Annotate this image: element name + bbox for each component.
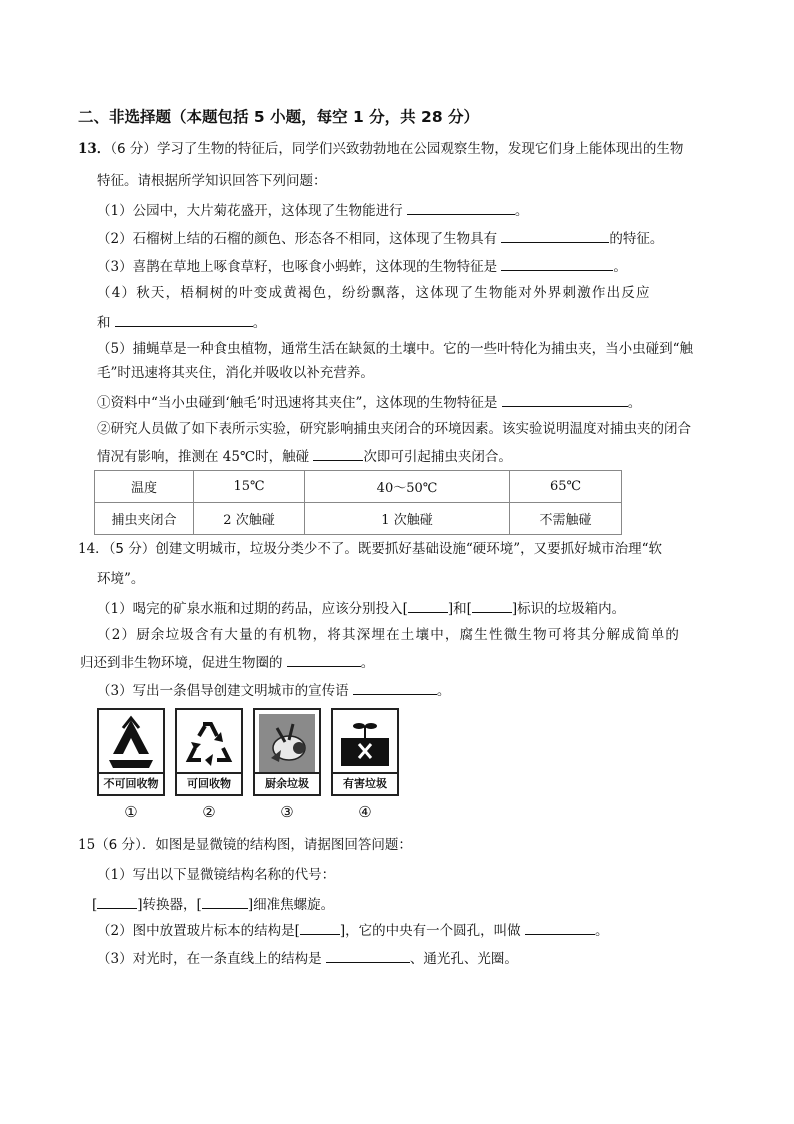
q14-part-2: （2）厨余垃圾含有大量的有机物，将其深埋在土壤中，腐生性微生物可将其分解成简单的	[97, 627, 681, 643]
sign-label: 有害垃圾	[333, 772, 397, 794]
q15-part-2	[97, 920, 608, 940]
q14-part-1	[97, 598, 625, 618]
q13-s2-blank[interactable]	[313, 446, 363, 461]
q14-p1-end: ]标识的垃圾箱内。	[511, 601, 626, 617]
q13-sub-2: ②研究人员做了如下表所示实验，研究影响捕虫夹闭合的环境因素。该实验说明温度对捕虫夹的闭合	[97, 421, 691, 437]
q15-p3-text: （3）对光时，在一条直线上的结构是	[97, 951, 322, 967]
q15-stem: ．如图是显微镜的结构图，请据图回答问题：	[141, 837, 412, 853]
sign-number: ④	[358, 803, 372, 821]
table-cell: 2 次触碰	[194, 503, 305, 535]
q13-p2-blank[interactable]	[501, 228, 609, 243]
sign-kitchen-waste	[253, 708, 321, 796]
q13-sub-2-cont	[97, 446, 512, 466]
q13-p2-end: 的特征。	[609, 231, 664, 247]
q14-p3-text: （3）写出一条倡导创建文明城市的宣传语	[97, 683, 349, 699]
q15-p2-mid: ]，它的中央有一个圆孔，叫做	[339, 923, 521, 939]
table-row	[95, 503, 622, 535]
q13-p4-end: 。	[252, 315, 267, 331]
sign-label: 可回收物	[177, 772, 241, 794]
q13-p4-blank[interactable]	[115, 312, 253, 327]
q15-p3-end: 、通光孔、光圈。	[409, 951, 518, 967]
section-title: 二、非选择题（本题包括 5 小题，每空 1 分，共 28 分）	[78, 108, 480, 126]
q13-p4-and: 和	[97, 315, 111, 331]
q15-part-3	[97, 948, 518, 968]
q15-number: 15	[78, 837, 96, 853]
q15-p2-text: （2）图中放置玻片标本的结构是[	[97, 923, 300, 939]
q13-s1-blank[interactable]	[502, 392, 628, 407]
kitchen-waste-icon	[259, 714, 315, 772]
q15-p1-open: [	[92, 897, 98, 913]
flytrap-experiment-table	[94, 470, 622, 535]
q13-part-4-cont	[97, 312, 266, 332]
q15-p2-blank-2[interactable]	[525, 920, 595, 935]
q13-s1-end: 。	[627, 395, 642, 411]
q15-p1-end: ]细准焦螺旋。	[247, 897, 335, 913]
q13-p2-text: （2）石榴树上结的石榴的颜色、形态各不相同，这体现了生物具有	[97, 231, 498, 247]
table-row	[95, 471, 622, 503]
recyclable-icon	[181, 714, 237, 772]
q14-part-3	[97, 680, 450, 700]
q13-p1-blank[interactable]	[407, 200, 515, 215]
q13-part-4: （4）秋天，梧桐树的叶变成黄褐色，纷纷飘落，这体现了生物能对外界刺激作出反应	[97, 285, 651, 301]
q15-score: （6 分）	[95, 837, 142, 853]
sign-label: 厨余垃圾	[255, 772, 319, 794]
table-cell: 捕虫夹闭合	[95, 503, 194, 535]
q13-p1-text: （1）公园中，大片菊花盛开，这体现了生物能进行	[97, 203, 403, 219]
table-cell: 65℃	[510, 471, 622, 503]
q15-p2-end: 。	[594, 923, 609, 939]
q14-p1-text: （1）喝完的矿泉水瓶和过期的药品，应该分别投入[	[97, 601, 408, 617]
q14-number: 14．	[78, 541, 109, 557]
q13-score: （6 分）	[110, 141, 157, 157]
q15-p1-blank-1[interactable]	[97, 894, 137, 909]
q13-number: 13．	[78, 141, 111, 157]
sign-number: ②	[202, 803, 216, 821]
q13-part-1	[97, 200, 528, 220]
q14-p3-end: 。	[436, 683, 451, 699]
q14-p1-blank-1[interactable]	[408, 598, 448, 613]
sign-number: ①	[124, 803, 138, 821]
q15-p1-mid: ]转换器，[	[137, 897, 202, 913]
q13-p3-blank[interactable]	[501, 256, 613, 271]
q13-s2-text: 情况有影响，推测在 45℃时，触碰	[97, 449, 310, 465]
table-cell: 不需触碰	[510, 503, 622, 535]
q14-stem-2: 环境”。	[97, 571, 145, 587]
question-14-stem	[78, 540, 662, 558]
sign-number: ③	[280, 803, 294, 821]
q14-p1-blank-2[interactable]	[472, 598, 512, 613]
q13-part-5: （5）捕蝇草是一种食虫植物，通常生活在缺氮的土壤中。它的一些叶特化为捕虫夹，当小虫碰到“触	[97, 341, 693, 357]
sign-label: 不可回收物	[99, 772, 163, 794]
q14-score: （5 分）	[108, 541, 156, 557]
q13-p3-text: （3）喜鹊在草地上啄食草籽，也啄食小蚂蚱，这体现的生物特征是	[97, 259, 498, 275]
q13-part-2	[97, 228, 663, 248]
q14-p2-text: 归还到非生物环境，促进生物圈的	[80, 655, 283, 671]
question-13-stem	[78, 140, 683, 158]
question-15-stem	[78, 836, 412, 854]
non-recyclable-icon	[103, 714, 159, 772]
sign-recyclable	[175, 708, 243, 796]
q15-part-1: （1）写出以下显微镜结构名称的代号：	[97, 867, 336, 883]
q14-p3-blank[interactable]	[353, 680, 437, 695]
q14-p2-end: 。	[360, 655, 375, 671]
q14-p2-blank[interactable]	[287, 652, 361, 667]
q13-p3-end: 。	[613, 259, 627, 275]
sign-hazardous-waste	[331, 708, 399, 796]
q13-stem-2: 特征。请根据所学知识回答下列问题：	[97, 173, 327, 189]
q14-part-2-cont	[80, 652, 374, 672]
q13-s2-end: 次即可引起捕虫夹闭合。	[363, 449, 512, 465]
hazardous-waste-icon	[337, 714, 393, 772]
sign-non-recyclable	[97, 708, 165, 796]
q15-p3-blank[interactable]	[326, 948, 410, 963]
table-cell: 温度	[95, 471, 194, 503]
q15-part-1-cont	[92, 894, 334, 914]
q13-s1-text: ①资料中“当小虫碰到‘触毛’时迅速将其夹住”，这体现的生物特征是	[97, 395, 498, 411]
q13-stem-1: 学习了生物的特征后，同学们兴致勃勃地在公园观察生物，发现它们身上能体现出的生物	[156, 141, 684, 157]
q13-p1-end: 。	[514, 203, 529, 219]
q13-part-3	[97, 256, 627, 276]
table-cell: 40～50℃	[305, 471, 510, 503]
q13-part-5-cont: 毛”时迅速将其夹住，消化并吸收以补充营养。	[97, 365, 374, 381]
q13-sub-1	[97, 392, 641, 412]
q14-p1-mid: ]和[	[447, 601, 472, 617]
table-cell: 1 次触碰	[305, 503, 510, 535]
table-cell: 15℃	[194, 471, 305, 503]
q14-stem-1: 创建文明城市，垃圾分类少不了。既要抓好基础设施“硬环境”，又要抓好城市治理“软	[155, 541, 663, 557]
q15-p2-blank-1[interactable]	[300, 920, 340, 935]
q15-p1-blank-2[interactable]	[202, 894, 248, 909]
